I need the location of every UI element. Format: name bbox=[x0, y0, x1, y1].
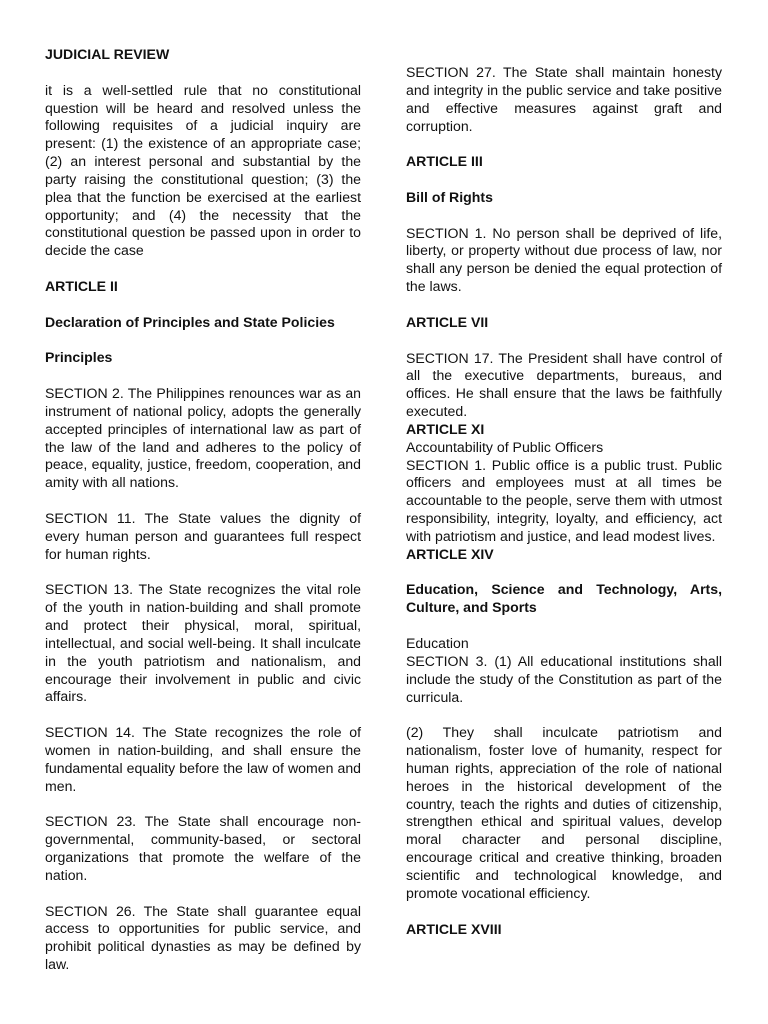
section-3-1-paragraph: SECTION 3. (1) All educational institutions shall include the study of the Constitution as part of the curricula. bbox=[406, 652, 722, 705]
accountability-title: Accountability of Public Officers bbox=[406, 438, 604, 455]
section-2-paragraph: SECTION 2. The Philippines renounces war as an instrument of national policy, adopts the generally accepted principles of international law as part of the law of the land and adheres to the policy of peace, equality, justice, freedom, cooperation, and amity with all nations. bbox=[45, 385, 361, 491]
article-xi-section-1-paragraph: SECTION 1. Public office is a public trust. Public officers and employees must at all times be accountable to the people, serve them with utmost responsibility, integrity, loyalty, and efficiency, act with patriotism and justice, and lead modest lives. bbox=[406, 456, 722, 544]
section-17-paragraph: SECTION 17. The President shall have control of all the executive departments, bureaus, and offices. He shall ensure that the laws be faithfully executed. bbox=[406, 349, 722, 420]
judicial-review-heading: JUDICIAL REVIEW bbox=[45, 46, 170, 62]
article-iii-heading: ARTICLE III bbox=[406, 153, 483, 170]
section-11-paragraph: SECTION 11. The State values the dignity of every human person and guarantees full respect for human rights. bbox=[45, 509, 361, 562]
right-column bbox=[406, 64, 722, 938]
article-xiv-title: Education, Science and Technology, Arts, Culture, and Sports bbox=[406, 581, 722, 616]
section-13-paragraph: SECTION 13. The State recognizes the vital role of the youth in nation-building and shall promote and protect their physical, moral, spiritual, intellectual, and social well-being. It shall inculcate in the youth patriotism and nationalism, and encourage their involvement in public and civic affairs. bbox=[45, 581, 361, 705]
article-ii-title: Declaration of Principles and State Policies bbox=[45, 313, 335, 330]
left-column bbox=[45, 46, 361, 974]
article-xviii-heading: ARTICLE XVIII bbox=[406, 920, 502, 937]
judicial-review-paragraph: it is a well-settled rule that no constitutional question will be heard and resolved unless the following requisites of a judicial inquiry are present: (1) the existence of an appropriate case; (2) an interest personal and substantial by the party raising the constitutional question; (3) the plea that the function be exercised at the earliest opportunity; and (4) the necessity that the constitutional question be passed upon in order to decide the case bbox=[45, 81, 361, 259]
article-ii-heading: ARTICLE II bbox=[45, 277, 118, 294]
article-vii-heading: ARTICLE VII bbox=[406, 313, 489, 330]
bill-of-rights-heading: Bill of Rights bbox=[406, 188, 493, 205]
article-xi-heading: ARTICLE XI bbox=[406, 420, 485, 437]
section-14-paragraph: SECTION 14. The State recognizes the role of women in nation-building, and shall ensure the fundamental equality before the law of women and men. bbox=[45, 724, 361, 794]
education-title: Education bbox=[406, 635, 469, 651]
section-3-2-paragraph: (2) They shall inculcate patriotism and nationalism, foster love of humanity, respect for human rights, appreciation of the role of national heroes in the historical development of the country, teach the rights and duties of citizenship, strengthen ethical and spiritual values, develop moral character and personal discipline, encourage critical and creative thinking, broaden scientific and technological knowledge, and promote vocational efficiency. bbox=[406, 724, 722, 901]
section-26-paragraph: SECTION 26. The State shall guarantee equal access to opportunities for public service, and prohibit political dynasties as may be defined by law. bbox=[45, 902, 361, 973]
section-23-paragraph: SECTION 23. The State shall encourage non-governmental, community-based, or sectoral organizations that promote the welfare of the nation. bbox=[45, 813, 361, 883]
principles-heading: Principles bbox=[45, 349, 113, 366]
article-xiv-heading: ARTICLE XIV bbox=[406, 545, 494, 562]
section-27-paragraph: SECTION 27. The State shall maintain honesty and integrity in the public service and take positive and effective measures against graft and corruption. bbox=[406, 64, 722, 134]
article-iii-section-1-paragraph: SECTION 1. No person shall be deprived of life, liberty, or property without due process of law, nor shall any person be denied the equal protection of the laws. bbox=[406, 224, 722, 295]
